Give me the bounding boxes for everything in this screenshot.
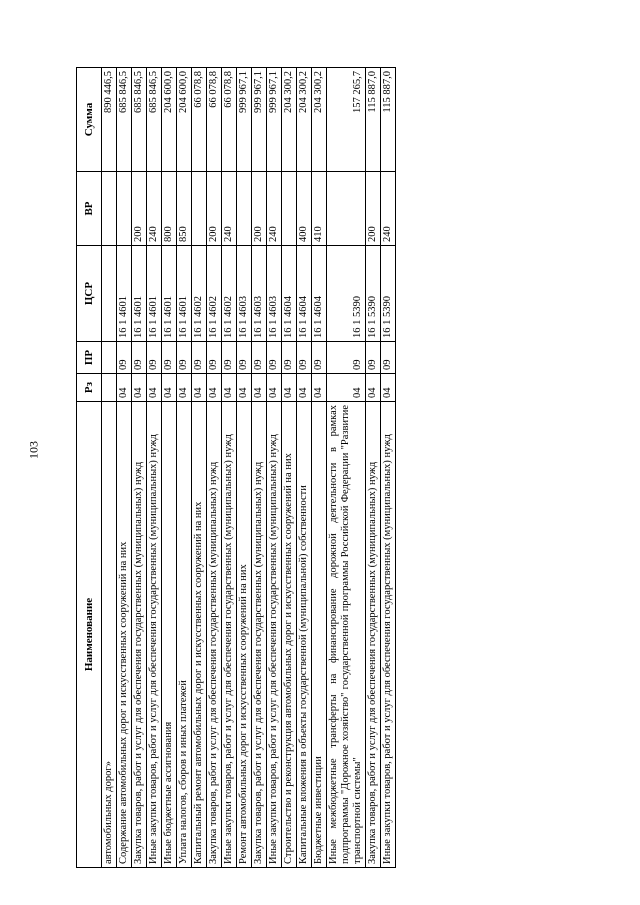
cell-csr: 16 1 4602 bbox=[222, 246, 237, 342]
cell-rz: 04 bbox=[207, 374, 222, 402]
header-name: Наименование bbox=[77, 402, 102, 868]
cell-sum: 157 265,7 bbox=[327, 68, 366, 172]
cell-csr: 16 1 4604 bbox=[312, 246, 327, 342]
table-row bbox=[327, 68, 366, 868]
cell-pr: 09 bbox=[366, 342, 381, 374]
page-number: 103 bbox=[26, 441, 41, 459]
cell-csr: 16 1 5390 bbox=[327, 246, 366, 342]
cell-csr: 16 1 4602 bbox=[192, 246, 207, 342]
table-row bbox=[312, 68, 327, 868]
cell-vr bbox=[192, 172, 207, 246]
table-row bbox=[366, 68, 381, 868]
cell-rz: 04 bbox=[117, 374, 132, 402]
cell-rz: 04 bbox=[282, 374, 297, 402]
cell-sum: 685 846,5 bbox=[117, 68, 132, 172]
cell-sum: 204 600,0 bbox=[177, 68, 192, 172]
cell-pr: 09 bbox=[267, 342, 282, 374]
cell-vr: 410 bbox=[312, 172, 327, 246]
cell-vr: 850 bbox=[177, 172, 192, 246]
cell-csr: 16 1 4601 bbox=[162, 246, 177, 342]
cell-vr: 200 bbox=[366, 172, 381, 246]
cell-name: Закупка товаров, работ и услуг для обеспечения государственных (муниципальных) нужд bbox=[132, 402, 147, 868]
cell-pr: 09 bbox=[207, 342, 222, 374]
cell-name: Уплата налогов, сборов и иных платежей bbox=[177, 402, 192, 868]
cell-vr: 240 bbox=[381, 172, 396, 246]
cell-vr bbox=[282, 172, 297, 246]
budget-table bbox=[76, 67, 396, 868]
cell-rz: 04 bbox=[252, 374, 267, 402]
cell-rz: 04 bbox=[366, 374, 381, 402]
cell-rz: 04 bbox=[162, 374, 177, 402]
cell-name: Иные закупки товаров, работ и услуг для обеспечения государственных (муниципальных) нужд bbox=[147, 402, 162, 868]
cell-name: Закупка товаров, работ и услуг для обеспечения государственных (муниципальных) нужд bbox=[207, 402, 222, 868]
cell-vr: 240 bbox=[267, 172, 282, 246]
cell-sum: 66 078,8 bbox=[222, 68, 237, 172]
cell-vr: 200 bbox=[252, 172, 267, 246]
cell-rz: 04 bbox=[192, 374, 207, 402]
cell-csr: 16 1 4601 bbox=[147, 246, 162, 342]
cell-name: Капитальные вложения в объекты государственной (муниципальной) собственности bbox=[297, 402, 312, 868]
table-row bbox=[132, 68, 147, 868]
cell-sum: 999 967,1 bbox=[252, 68, 267, 172]
cell-csr: 16 1 5390 bbox=[366, 246, 381, 342]
cell-csr: 16 1 4604 bbox=[282, 246, 297, 342]
cell-vr: 240 bbox=[147, 172, 162, 246]
cell-name: Строительство и реконструкция автомобильных дорог и искусственных сооружений на них bbox=[282, 402, 297, 868]
table-row bbox=[192, 68, 207, 868]
cell-csr: 16 1 4603 bbox=[267, 246, 282, 342]
table-row bbox=[102, 68, 117, 868]
cell-pr: 09 bbox=[132, 342, 147, 374]
cell-vr: 200 bbox=[207, 172, 222, 246]
cell-sum: 685 846,5 bbox=[147, 68, 162, 172]
cell-pr: 09 bbox=[381, 342, 396, 374]
header-vr: ВР bbox=[77, 172, 102, 246]
header-csr: ЦСР bbox=[77, 246, 102, 342]
cell-rz: 04 bbox=[327, 374, 366, 402]
cell-vr bbox=[237, 172, 252, 246]
cell-name: Иные межбюджетные трансферты на финансирование дорожной деятельности в рамках подпрограммы "Дорожное хозяйство" государственной программы Российской Федерации "Развитие транспортной системы" bbox=[327, 402, 366, 868]
cell-sum: 204 300,2 bbox=[297, 68, 312, 172]
cell-pr: 09 bbox=[282, 342, 297, 374]
header-pr: ПР bbox=[77, 342, 102, 374]
cell-vr: 200 bbox=[132, 172, 147, 246]
cell-rz: 04 bbox=[312, 374, 327, 402]
cell-pr: 09 bbox=[162, 342, 177, 374]
cell-rz: 04 bbox=[177, 374, 192, 402]
cell-sum: 204 300,2 bbox=[282, 68, 297, 172]
table-row bbox=[282, 68, 297, 868]
table-row bbox=[117, 68, 132, 868]
table-header-row bbox=[77, 68, 102, 868]
cell-sum: 66 078,8 bbox=[192, 68, 207, 172]
cell-pr: 09 bbox=[117, 342, 132, 374]
cell-name: Закупка товаров, работ и услуг для обеспечения государственных (муниципальных) нужд bbox=[252, 402, 267, 868]
cell-pr: 09 bbox=[327, 342, 366, 374]
cell-name: Иные бюджетные ассигнования bbox=[162, 402, 177, 868]
cell-rz: 04 bbox=[237, 374, 252, 402]
cell-name: Закупка товаров, работ и услуг для обеспечения государственных (муниципальных) нужд bbox=[366, 402, 381, 868]
table-row bbox=[381, 68, 396, 868]
cell-vr bbox=[327, 172, 366, 246]
cell-pr: 09 bbox=[252, 342, 267, 374]
cell-sum: 685 846,5 bbox=[132, 68, 147, 172]
cell-sum: 890 446,5 bbox=[102, 68, 117, 172]
table-row bbox=[222, 68, 237, 868]
cell-sum: 999 967,1 bbox=[237, 68, 252, 172]
cell-vr: 800 bbox=[162, 172, 177, 246]
cell-sum: 204 600,0 bbox=[162, 68, 177, 172]
cell-sum: 66 078,8 bbox=[207, 68, 222, 172]
cell-pr: 09 bbox=[192, 342, 207, 374]
header-sum: Сумма bbox=[77, 68, 102, 172]
cell-csr: 16 1 4604 bbox=[297, 246, 312, 342]
cell-pr bbox=[102, 342, 117, 374]
table-body bbox=[102, 68, 396, 868]
cell-csr: 16 1 4602 bbox=[207, 246, 222, 342]
cell-name: автомобильных дорог» bbox=[102, 402, 117, 868]
cell-sum: 115 887,0 bbox=[366, 68, 381, 172]
cell-pr: 09 bbox=[222, 342, 237, 374]
cell-vr: 240 bbox=[222, 172, 237, 246]
header-rz: Рз bbox=[77, 374, 102, 402]
cell-name: Иные закупки товаров, работ и услуг для обеспечения государственных (муниципальных) нужд bbox=[381, 402, 396, 868]
rotated-table-wrapper bbox=[76, 68, 560, 868]
cell-pr: 09 bbox=[297, 342, 312, 374]
cell-rz: 04 bbox=[222, 374, 237, 402]
cell-name: Ремонт автомобильных дорог и искусственных сооружений на них bbox=[237, 402, 252, 868]
cell-rz: 04 bbox=[132, 374, 147, 402]
cell-pr: 09 bbox=[177, 342, 192, 374]
table-row bbox=[237, 68, 252, 868]
cell-pr: 09 bbox=[147, 342, 162, 374]
table-row bbox=[207, 68, 222, 868]
cell-vr bbox=[117, 172, 132, 246]
cell-name: Иные закупки товаров, работ и услуг для обеспечения государственных (муниципальных) нужд bbox=[222, 402, 237, 868]
table-row bbox=[162, 68, 177, 868]
cell-sum: 999 967,1 bbox=[267, 68, 282, 172]
cell-pr: 09 bbox=[312, 342, 327, 374]
cell-sum: 204 300,2 bbox=[312, 68, 327, 172]
cell-rz: 04 bbox=[147, 374, 162, 402]
cell-name: Бюджетные инвестиции bbox=[312, 402, 327, 868]
cell-rz: 04 bbox=[267, 374, 282, 402]
cell-csr: 16 1 4601 bbox=[117, 246, 132, 342]
table-row bbox=[252, 68, 267, 868]
cell-vr: 400 bbox=[297, 172, 312, 246]
cell-csr: 16 1 5390 bbox=[381, 246, 396, 342]
cell-name: Содержание автомобильных дорог и искусственных сооружений на них bbox=[117, 402, 132, 868]
cell-csr: 16 1 4603 bbox=[252, 246, 267, 342]
cell-csr bbox=[102, 246, 117, 342]
table-row bbox=[297, 68, 312, 868]
table-row bbox=[177, 68, 192, 868]
cell-vr bbox=[102, 172, 117, 246]
cell-csr: 16 1 4601 bbox=[177, 246, 192, 342]
cell-csr: 16 1 4601 bbox=[132, 246, 147, 342]
cell-rz bbox=[102, 374, 117, 402]
table-row bbox=[147, 68, 162, 868]
cell-csr: 16 1 4603 bbox=[237, 246, 252, 342]
table-row bbox=[267, 68, 282, 868]
cell-name: Иные закупки товаров, работ и услуг для обеспечения государственных (муниципальных) нужд bbox=[267, 402, 282, 868]
cell-pr: 09 bbox=[237, 342, 252, 374]
cell-sum: 115 887,0 bbox=[381, 68, 396, 172]
cell-rz: 04 bbox=[297, 374, 312, 402]
cell-name: Капитальный ремонт автомобильных дорог и искусственных сооружений на них bbox=[192, 402, 207, 868]
cell-rz: 04 bbox=[381, 374, 396, 402]
